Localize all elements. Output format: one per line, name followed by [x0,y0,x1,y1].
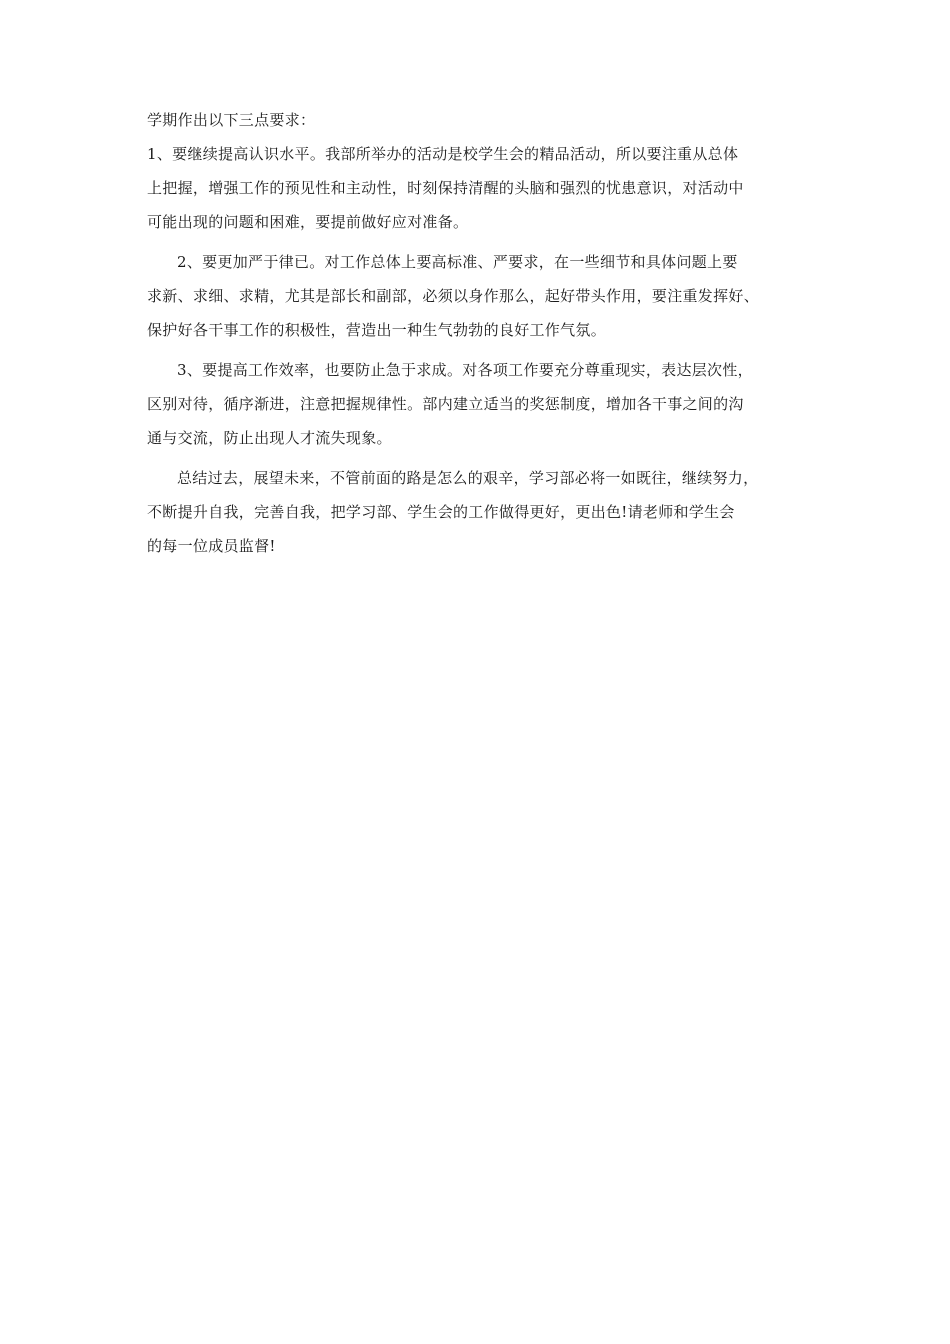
intro-paragraph [147,113,807,128]
text-line: 的每一位成员监督! [147,537,276,555]
text-line: 保护好各干事工作的积极性，营造出一种生气勃勃的良好工作气氛。 [147,321,607,339]
document-body [147,113,807,573]
text-line: 区别对待，循序渐进，注意把握规律性。部内建立适当的奖惩制度，增加各干事之间的沟 [147,395,744,413]
text-line: 总结过去，展望未来，不管前面的路是怎么的艰辛，学习部必将一如既往，继续努力， [177,469,759,487]
text-line: 可能出现的问题和困难，要提前做好应对准备。 [147,213,469,231]
text-line: 学期作出以下三点要求： [147,111,316,129]
point-1-paragraph [147,147,807,230]
text-line: 2、要更加严于律已。对工作总体上要高标准、严要求，在一些细节和具体问题上要 [177,253,738,271]
text-line: 求新、求细、求精，尤其是部长和副部，必须以身作那么，起好带头作用，要注重发挥好、 [147,287,760,305]
text-line: 3、要提高工作效率，也要防止急于求成。对各项工作要充分尊重现实，表达层次性， [177,361,753,379]
text-line: 不断提升自我，完善自我，把学习部、学生会的工作做得更好，更出色!请老师和学生会 [147,503,735,521]
conclusion-paragraph [147,471,807,554]
point-2-paragraph [147,255,807,338]
text-line: 上把握，增强工作的预见性和主动性，时刻保持清醒的头脑和强烈的忧患意识，对活动中 [147,179,744,197]
text-line: 通与交流，防止出现人才流失现象。 [147,429,392,447]
text-line: 1、要继续提高认识水平。我部所举办的活动是校学生会的精品活动，所以要注重从总体 [147,145,739,163]
point-3-paragraph [147,363,807,446]
